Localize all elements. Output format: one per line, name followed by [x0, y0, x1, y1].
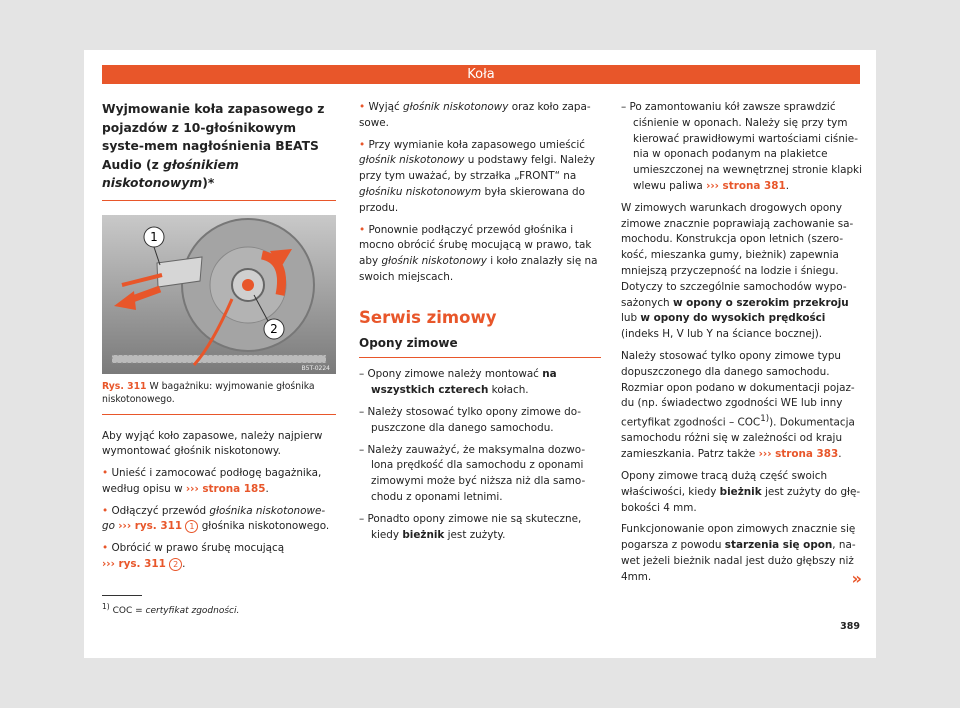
d4-a: Ponadto opony zimowe nie są skuteczne, kiedy	[367, 512, 582, 541]
p4-a: Funkcjonowanie opon zimowych znacznie się pogarsza z powodu	[621, 523, 856, 552]
caption-ref: Rys. 311	[102, 380, 147, 392]
d3-text: Należy zauważyć, że maksymalna dozwo-lona prędkość dla samochodu z oponami zimowymi może być niższa niż dla samo-chodu z oponami letnimi.	[367, 443, 586, 503]
caption-text: W bagażniku: wyjmowanie głośnika niskotonowego.	[102, 380, 315, 405]
svg-text:2: 2	[270, 321, 278, 336]
dash-item-3: – Należy zauważyć, że maksymalna dozwo-lona prędkość dla samochodu z oponami zimowymi może być niższa niż dla samo-chodu z oponami letnimi.	[359, 443, 586, 503]
link-page-185[interactable]: ››› strona 185	[185, 482, 266, 495]
d4-bold: bieżnik	[402, 528, 445, 541]
column-2	[359, 100, 601, 549]
d2-text: Należy stosować tylko opony zimowe do-puszczone dla danego samochodu.	[367, 405, 581, 434]
p1-bold-2: w opony do wysokich prędkości	[640, 312, 826, 325]
dash-item-4: – Ponadto opony zimowe nie są skuteczne, kiedy bieżnik jest zużyty.	[359, 512, 582, 541]
callout-2: 2	[169, 558, 182, 571]
para-2: Należy stosować tylko opony zimowe typu dopuszczonego dla danego samochodu. Rozmiar opon podano w dokumentacji pojaz-du (np. świadectwo zgodności WE lub inny certyfikat zgodności – COC$^{1)}$). Dokumentacja samochodu różni się w zależności od kraju zamieszkania. Patrz także ››› strona 383.	[621, 349, 855, 461]
p1-mid: lub	[621, 312, 638, 325]
bullet-6: • Ponownie podłączyć przewód głośnika i mocno obrócić śrubę mocującą w prawo, tak aby głośnik niskotonowy i koło znalazły się na swoich miejscach.	[359, 223, 598, 283]
b6-em: głośnik niskotonowy	[381, 255, 487, 268]
b4-em: głośnik niskotonowy	[402, 101, 509, 113]
footnote-mark: 1)	[102, 602, 110, 611]
p3-bold: bieżnik	[719, 485, 762, 498]
column-1	[102, 100, 336, 579]
d4-b: jest zużyty.	[447, 528, 506, 541]
p2-a: Należy stosować tylko opony zimowe typu dopuszczonego dla danego samochodu. Rozmiar opon podano w dokumentacji pojaz-du (np. świadectwo zgodności WE lub inny certyfikat zgodności – COC	[621, 349, 855, 429]
bullet-1: • Unieść i zamocować podłogę bagażnika, według opisu w ››› strona 185.	[102, 467, 322, 495]
b2-b: głośnika niskotonowego.	[201, 520, 330, 533]
link-fig-311-b[interactable]: ››› rys. 311	[102, 558, 166, 571]
page	[84, 50, 876, 658]
para-1	[621, 201, 862, 343]
p1-a: W zimowych warunkach drogowych opony zimowe znacznie poprawiają zachowanie sa-mochodu. Konstrukcja opon letnich (szero-kość, mieszanka gumy, bieżnik) zapewnia mniejszą przyczepność na lodzie i śniegu. Dotyczy to szczególnie samochodów wypo-sażonych	[621, 201, 854, 309]
callout-1: 1	[185, 520, 198, 533]
page-header: Koła	[102, 65, 860, 84]
section-heading: Serwis zimowy	[359, 307, 497, 327]
b5-b: u podstawy felgi. Należy przy tym uważać, by strzałka „FRONT“ na	[359, 154, 596, 183]
svg-text:1: 1	[150, 229, 158, 244]
bullet-2: • Odłączyć przewód głośnika niskotonowe-go ››› rys. 311 1 głośnika niskotonowego.	[102, 504, 330, 533]
p3-b: jest zużyty do głę-bokości 4 mm.	[621, 485, 861, 514]
p3-a: Opony zimowe tracą dużą część swoich właściwości, kiedy	[621, 470, 828, 498]
figure-code: B5T-0224	[301, 364, 330, 372]
title-em: głośnikiem niskotonowym	[102, 157, 239, 190]
figure-caption	[102, 380, 336, 415]
b5-em2: głośniku niskotonowym	[359, 185, 482, 198]
p4-b: , na-wet jeżeli bieżnik nadal jest dużo głębszy niż 4mm.	[621, 539, 856, 583]
b2-em: głośnika niskotonowe-go	[102, 504, 326, 533]
d1-a: Opony zimowe należy montować	[367, 368, 539, 381]
para-3	[621, 469, 862, 516]
footnote-rule	[102, 595, 142, 596]
column-3	[621, 100, 862, 592]
b6-a: Ponownie podłączyć przewód głośnika i mocno obrócić śrubę mocującą w prawo, tak aby	[359, 223, 592, 268]
b4-b: oraz koło zapa-sowe.	[359, 101, 591, 129]
b4-a: Wyjąć	[368, 101, 400, 113]
page-number: 389	[840, 621, 860, 632]
link-page-383[interactable]: ››› strona 383	[758, 448, 839, 461]
bullet-3: • Obrócić w prawo śrubę mocującą ››› rys. 311 2 .	[102, 542, 285, 571]
footnote	[102, 595, 282, 616]
title-text: Wyjmowanie koła zapasowego z pojazdów z 10-głośnikowym syste-mem nagłośnienia BEATS Audio (z	[102, 102, 325, 172]
dash-item-1: – Opony zimowe należy montować na wszystkich czterech kołach.	[359, 368, 557, 397]
continue-mark: »	[851, 569, 862, 588]
bullet-4: • Wyjąć głośnik niskotonowy oraz koło zapa-sowe.	[359, 101, 591, 129]
footnote-em: certyfikat zgodności.	[145, 606, 240, 616]
d1-bold: na wszystkich czterech	[371, 368, 557, 397]
p1-bold-1: w opony o szerokim przekroju	[672, 296, 849, 309]
bullet-5: • Przy wymianie koła zapasowego umieścić głośnik niskotonowy u podstawy felgi. Należy przy tym uważać, by strzałka „FRONT“ na głośniku niskotonowym była skierowana do przodu.	[359, 138, 596, 214]
intro-text: Aby wyjąć koło zapasowe, należy najpierw wymontować głośnik niskotonowy.	[102, 429, 323, 458]
b3-text: Obrócić w prawo śrubę mocującą	[111, 542, 285, 555]
d5-text: Po zamontowaniu kół zawsze sprawdzić ciśnienie w oponach. Należy się przy tym kierować prawidłowymi wartościami ciśnie-nia w oponach podanym na plakietce umieszczonej na wewnętrznej stronie klapki wlewu paliwa	[629, 101, 862, 192]
section-title	[102, 100, 336, 201]
dash-item-2: – Należy stosować tylko opony zimowe do-puszczone dla danego samochodu.	[359, 405, 581, 434]
para-4	[621, 522, 862, 585]
p2-b: ). Dokumentacja samochodu różni się w zależności od kraju zamieszkania. Patrz także	[621, 416, 855, 461]
b2-a: Odłączyć przewód	[111, 504, 207, 517]
subsection-heading: Opony zimowe	[359, 336, 601, 359]
link-page-381[interactable]: ››› strona 381	[706, 179, 786, 192]
b5-a: Przy wymianie koła zapasowego umieścić	[368, 138, 585, 151]
p2-sup: 1)	[760, 414, 770, 425]
link-fig-311-a[interactable]: ››› rys. 311	[118, 520, 183, 533]
dash-item-5: – Po zamontowaniu kół zawsze sprawdzić ciśnienie w oponach. Należy się przy tym kierować prawidłowymi wartościami ciśnie-nia w oponach podanym na plakietce umieszczonej na wewnętrznej stronie klapki wlewu paliwa ››› strona 381.	[621, 101, 862, 192]
p1-c: (indeks H, V lub Y na ściance bocznej).	[621, 328, 823, 341]
b5-c: była skierowana do przodu.	[359, 185, 586, 214]
title-star: )*	[202, 176, 215, 190]
footnote-text: COC =	[112, 606, 143, 616]
p4-bold: starzenia się opon	[724, 539, 833, 552]
b1-text: Unieść i zamocować podłogę bagażnika, według opisu w	[102, 467, 322, 495]
b5-em: głośnik niskotonowy	[359, 154, 465, 167]
d1-b: kołach.	[491, 384, 529, 397]
b6-b: i koło znalazły się na swoich miejscach.	[359, 255, 598, 283]
figure-subwoofer	[102, 215, 336, 374]
